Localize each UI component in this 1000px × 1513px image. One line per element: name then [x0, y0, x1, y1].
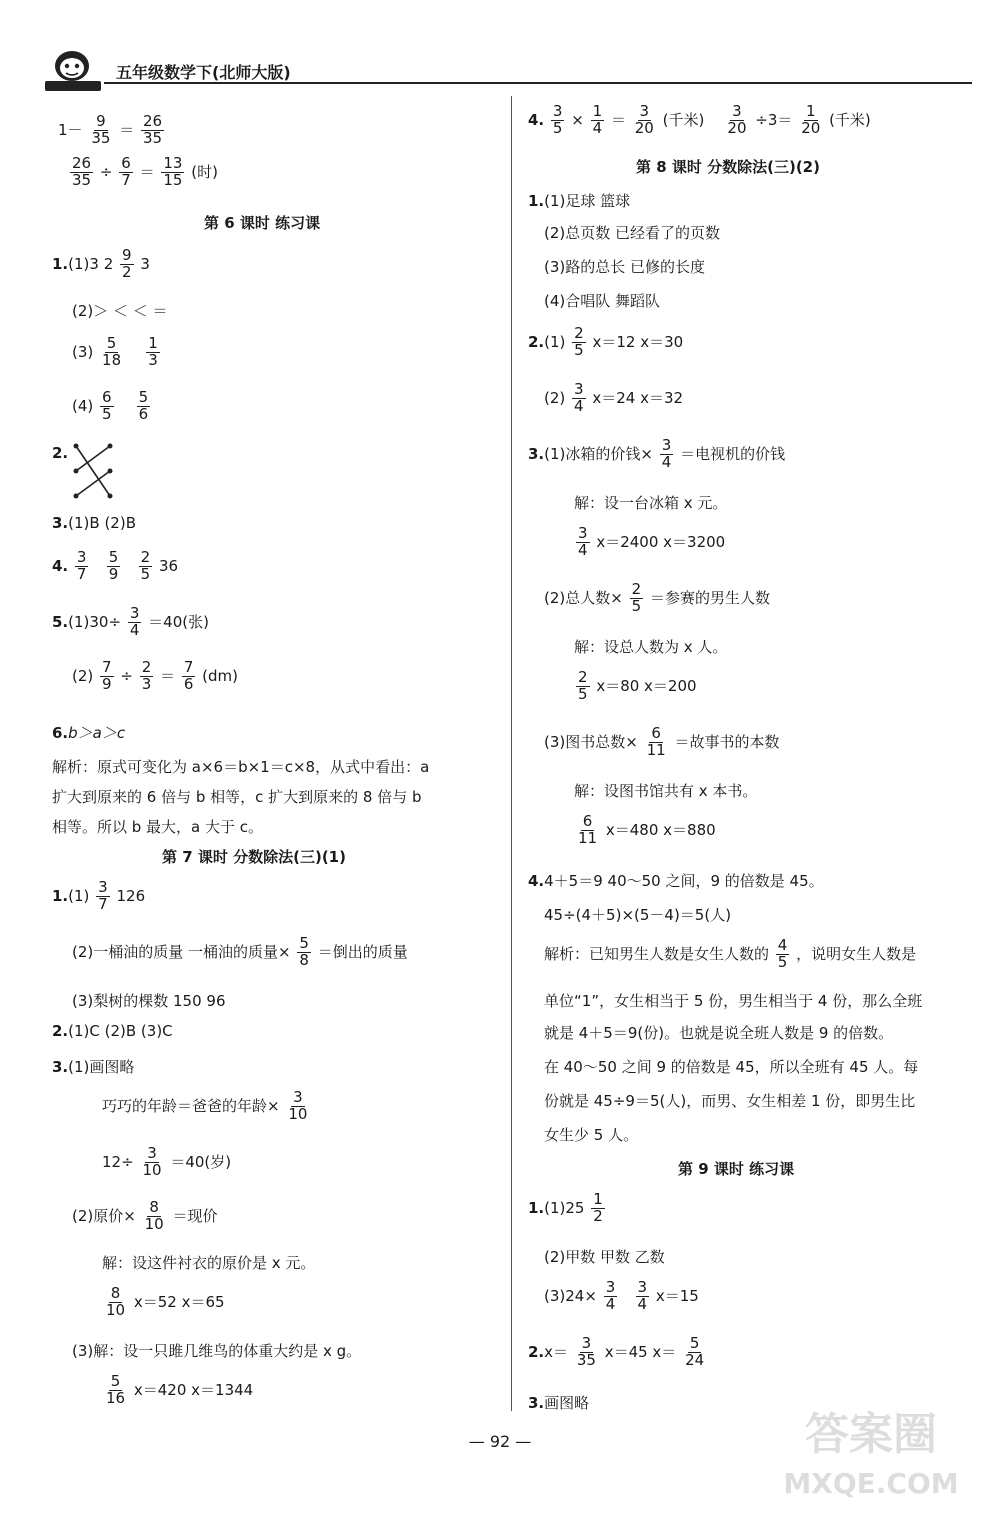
watermark-line-1: 答案圈	[805, 1409, 937, 1460]
b1-line-3: (3)24× $\frac{3}{4}$ $\frac{3}{4}$ x＝15	[544, 1278, 699, 1313]
q6-analysis-line-1: 解析：原式可变化为 a×6＝b×1＝c×8，从式中看出：a	[52, 758, 430, 776]
a1-line-3: (3)路的总长 已修的长度	[544, 258, 706, 276]
page-header	[42, 46, 972, 92]
b1-line-2: (2)甲数 甲数 乙数	[544, 1248, 665, 1266]
b3-line: 3.画图略	[528, 1394, 590, 1412]
a4-analysis-line-1: 解析：已知男生人数是女生人数的 $\frac{4}{5}$ ，说明女生人数是	[544, 936, 917, 971]
r4-line: 4. $\frac{3}{5}$ × $\frac{1}{4}$ ＝ $\frac{3}{20}$ (千米) $\frac{3}{20}$ ÷3＝ $\frac{1}{20}$ (千米)	[528, 102, 871, 137]
q5-line-2: (2) $\frac{7}{9}$ ÷ $\frac{2}{3}$ ＝ $\frac{7}{6}$ (dm)	[72, 658, 239, 693]
a3-line-7: (3)图书总数× $\frac{6}{11}$ ＝故事书的本数	[544, 724, 780, 759]
a4-analysis-line-5: 份就是 45÷9＝5(人)，而男、女生相差 1 份，即男生比	[544, 1092, 916, 1110]
p3-line-4: (2)原价× $\frac{8}{10}$ ＝现价	[72, 1198, 218, 1233]
section-heading-7: 第 7 课时 分数除法(三)(1)	[162, 848, 346, 866]
page-number: — 92 —	[468, 1432, 532, 1451]
b2-line: 2.x＝ $\frac{3}{35}$ x＝45 x＝ $\frac{5}{24}$	[528, 1334, 705, 1369]
a3-line-3: $\frac{3}{4}$ x＝2400 x＝3200	[578, 524, 726, 559]
a3-line-6: $\frac{2}{5}$ x＝80 x＝200	[578, 668, 697, 703]
a3-line-8: 解：设图书馆共有 x 本书。	[574, 782, 758, 800]
a1-line-1: 1.(1)足球 篮球	[528, 192, 631, 210]
p3-line-2: 巧巧的年龄＝爸爸的年龄× $\frac{3}{10}$	[102, 1088, 308, 1123]
a1-line-4: (4)合唱队 舞蹈队	[544, 292, 661, 310]
p1-line-3: (3)梨树的棵数 150 96	[72, 992, 226, 1010]
book-title: 五年级数学下(北师大版)	[116, 63, 291, 82]
a3-line-5: 解：设总人数为 x 人。	[574, 638, 728, 656]
q6-analysis-line-2: 扩大到原来的 6 倍与 b 相等，c 扩大到原来的 8 倍与 b	[52, 788, 422, 806]
p3-line-3: 12÷ $\frac{3}{10}$ ＝40(岁)	[102, 1144, 232, 1179]
p2-line: 2.(1)C (2)B (3)C	[52, 1022, 173, 1040]
p3-line-8: $\frac{5}{16}$ x＝420 x＝1344	[106, 1372, 254, 1407]
p1-line-1: 1.(1) $\frac{3}{7}$ 126	[52, 878, 146, 913]
q1-line-1: 1.(1)3 2 $\frac{9}{2}$ 3	[52, 246, 150, 281]
a4-analysis-line-2: 单位“1”，女生相当于 5 份，男生相当于 4 份，那么全班	[544, 992, 923, 1010]
section-heading-8: 第 8 课时 分数除法(三)(2)	[636, 158, 820, 176]
watermark-logo	[756, 1397, 986, 1507]
watermark-line-2: MXQE.COM	[783, 1467, 959, 1500]
p3-line-1: 3.(1)画图略	[52, 1058, 135, 1076]
b1-line-1: 1.(1)25 $\frac{1}{2}$	[528, 1190, 603, 1225]
q1-line-3: (3) $\frac{5}{18}$ $\frac{1}{3}$	[72, 334, 158, 369]
a4-line-2: 45÷(4＋5)×(5－4)＝5(人)	[544, 906, 732, 924]
a3-line-4: (2)总人数× $\frac{2}{5}$ ＝参赛的男生人数	[544, 580, 770, 615]
column-divider	[511, 96, 512, 1411]
a4-analysis-line-3: 就是 4＋5＝9(份)。也就是说全班人数是 9 的倍数。	[544, 1024, 894, 1042]
p3-line-5: 解：设这件衬衣的原价是 x 元。	[102, 1254, 316, 1272]
a3-line-1: 3.(1)冰箱的价钱× $\frac{3}{4}$ ＝电视机的价钱	[528, 436, 786, 471]
q1-line-4: (4) $\frac{6}{5}$ $\frac{5}{6}$	[72, 388, 149, 423]
a2-line-1: 2.(1) $\frac{2}{5}$ x＝12 x＝30	[528, 324, 684, 359]
a3-line-9: $\frac{6}{11}$ x＝480 x＝880	[578, 812, 716, 847]
a2-line-2: (2) $\frac{3}{4}$ x＝24 x＝32	[544, 380, 684, 415]
a1-line-2: (2)总页数 已经看了的页数	[544, 224, 721, 242]
q1-line-2: (2)＞ ＜ ＜ ＝	[72, 302, 168, 320]
book-logo-icon	[42, 46, 104, 92]
p3-line-7: (3)解：设一只雎几维鸟的体重大约是 x g。	[72, 1342, 362, 1360]
a4-analysis-line-4: 在 40～50 之间 9 的倍数是 45，所以全班有 45 人。每	[544, 1058, 919, 1076]
section-heading-6: 第 6 课时 练习课	[204, 214, 321, 232]
q2-line: 2.	[52, 444, 69, 462]
calc-line-2: $\frac{26}{35}$ ÷ $\frac{6}{7}$ ＝ $\frac{13}{15}$ (时)	[72, 154, 218, 189]
a4-line-1: 4.4＋5＝9 40～50 之间，9 的倍数是 45。	[528, 872, 824, 890]
p1-line-2: (2)一桶油的质量 一桶油的质量× $\frac{5}{8}$ ＝倒出的质量	[72, 934, 408, 969]
header-rule	[104, 82, 972, 84]
q4-line: 4. $\frac{3}{7}$ $\frac{5}{9}$ $\frac{2}{5}$ 36	[52, 548, 179, 583]
q3-line: 3.(1)B (2)B	[52, 514, 136, 532]
q5-line-1: 5.(1)30÷ $\frac{3}{4}$ ＝40(张)	[52, 604, 209, 639]
q6-analysis-line-3: 相等。所以 b 最大，a 大于 c。	[52, 818, 264, 836]
matching-lines-diagram	[72, 442, 116, 500]
calc-line-1: 1－ $\frac{9}{35}$ ＝ $\frac{26}{35}$	[58, 112, 163, 147]
a4-analysis-line-6: 女生少 5 人。	[544, 1126, 639, 1144]
p3-line-6: $\frac{8}{10}$ x＝52 x＝65	[106, 1284, 225, 1319]
section-heading-9: 第 9 课时 练习课	[678, 1160, 795, 1178]
a3-line-2: 解：设一台冰箱 x 元。	[574, 494, 728, 512]
q6-line: 6.b＞a＞c	[52, 724, 126, 742]
